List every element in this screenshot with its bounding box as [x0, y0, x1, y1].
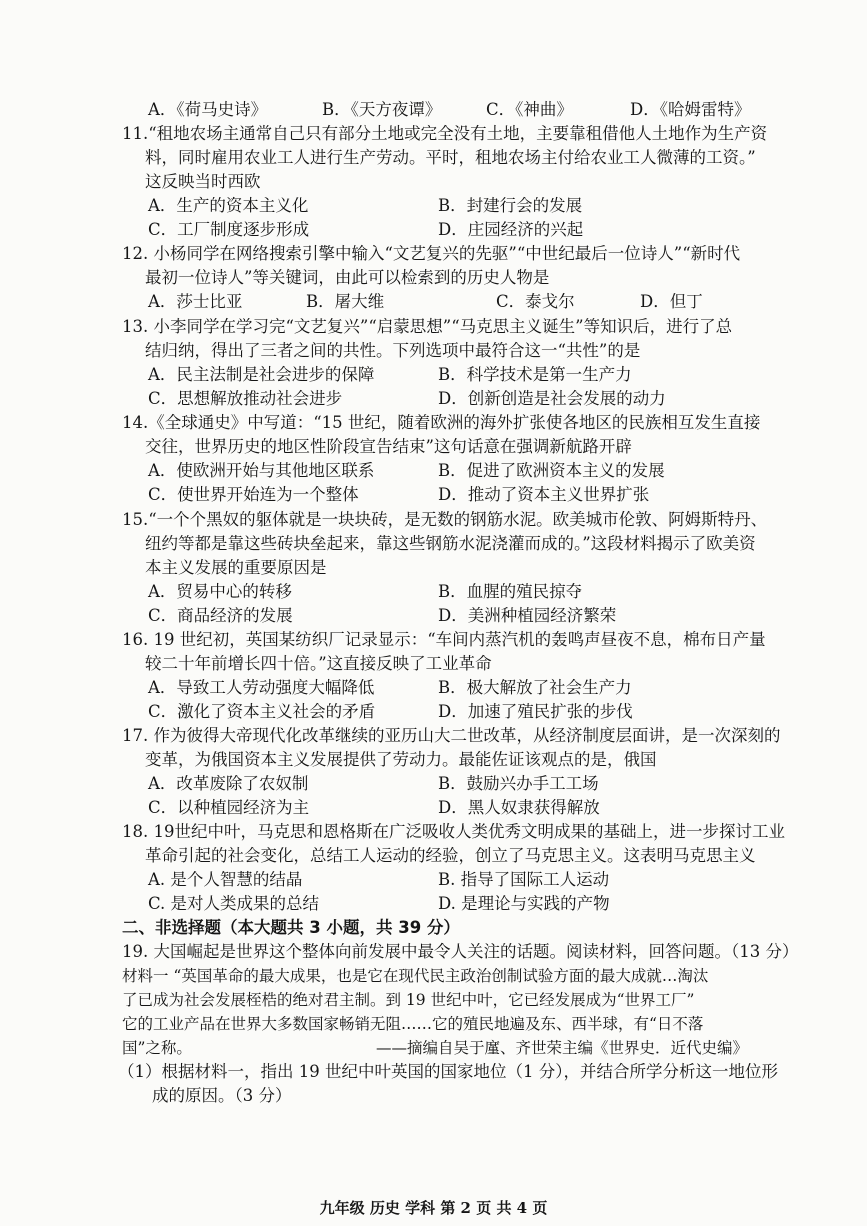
q15-stem-line: 15.“一个个黑奴的躯体就是一块块砖，是无数的钢筋水泥。欧美城市伦敦、阿姆斯特丹、	[122, 510, 768, 529]
q17-options	[0, 772, 867, 796]
option-c: C．工厂制度逐步形成	[148, 220, 310, 239]
option-b: B. 指导了国际工人运动	[438, 870, 610, 889]
option-d: D．《哈姆雷特》	[630, 100, 751, 119]
q12-stem-line: 12. 小杨同学在网络搜索引擎中输入“文艺复兴的先驱”“中世纪最后一位诗人”“新时代	[122, 244, 741, 263]
q15-stem-line: 本主义发展的重要原因是	[145, 558, 327, 577]
q14-stem-line: 14.《全球通史》中写道：“15 世纪，随着欧洲的海外扩张使各地区的民族相互发生直接	[122, 413, 761, 432]
option-c: C．《神曲》	[486, 100, 573, 119]
option-b: B．鼓励兴办手工工场	[438, 774, 599, 793]
q14-options	[0, 483, 867, 507]
q19-stem: 19. 大国崛起是世界这个整体向前发展中最令人关注的话题。阅读材料，回答问题。（13 分）	[122, 942, 799, 961]
option-a: A. 是个人智慧的结晶	[148, 870, 303, 889]
q19-material-line: 它的工业产品在世界大多数国家畅销无阻……它的殖民地遍及东、西半球，有“日不落	[122, 1015, 704, 1033]
q15-stem-line: 纽约等都是靠这些砖块垒起来，靠这些钢筋水泥浇灌而成的。”这段材料揭示了欧美资	[145, 534, 756, 553]
q18-options	[0, 892, 867, 916]
q14-options	[0, 459, 867, 483]
q17-stem-line: 17. 作为彼得大帝现代化改革继续的亚历山大二世改革，从经济制度层面讲，是一次深刻的	[122, 726, 781, 745]
option-b: B．极大解放了社会生产力	[438, 678, 632, 697]
q18-stem-line: 革命引起的社会变化，总结工人运动的经验，创立了马克思主义。这表明马克思主义	[145, 846, 756, 865]
option-c: C．激化了资本主义社会的矛盾	[148, 702, 376, 721]
option-d: D．创新创造是社会发展的动力	[438, 389, 666, 408]
q13-options	[0, 363, 867, 387]
option-a: A．导致工人劳动强度大幅降低	[148, 678, 375, 697]
q19-material-line: 材料一 “英国革命的最大成果，也是它在现代民主政治创制试验方面的最大成就…淘汰	[122, 967, 709, 985]
option-d: D．庄园经济的兴起	[438, 220, 584, 239]
option-c: C．商品经济的发展	[148, 606, 293, 625]
option-a: A．民主法制是社会进步的保障	[148, 365, 375, 384]
q15-options	[0, 604, 867, 628]
option-a: A．莎士比亚	[148, 292, 243, 311]
q18-options	[0, 868, 867, 892]
q16-options	[0, 676, 867, 700]
q19-material-line: 国”之称。 ——摘编自吴于廑、齐世荣主编《世界史．近代史编》	[0, 1036, 867, 1060]
option-a: A．贸易中心的转移	[148, 582, 292, 601]
option-d: D．推动了资本主义世界扩张	[438, 485, 650, 504]
page-footer: 九年级 历史 学科 第 2 页 共 4 页	[319, 1199, 548, 1217]
option-b: B．屠大维	[306, 292, 385, 311]
option-c: C. 是对人类成果的总结	[148, 894, 320, 913]
option-a: A．使欧洲开始与其他地区联系	[148, 461, 375, 480]
q11-stem-line: 料，同时雇用农业工人进行生产劳动。平时，租地农场主付给农业工人微薄的工资。”	[145, 148, 756, 167]
q16-options	[0, 700, 867, 724]
option-b: B．促进了欧洲资本主义的发展	[438, 461, 665, 480]
option-b: B．血腥的殖民掠夺	[438, 582, 583, 601]
option-c: C．泰戈尔	[496, 292, 575, 311]
q11-stem-line: 这反映当时西欧	[145, 172, 261, 191]
q12-stem-line: 最初一位诗人”等关键词，由此可以检索到的历史人物是	[145, 268, 550, 287]
q11-options	[0, 194, 867, 218]
q19-material-line: 了已成为社会发展桎梏的绝对君主制。到 19 世纪中叶，它已经发展成为“世界工厂”	[122, 991, 695, 1009]
q17-stem-line: 变革，为俄国资本主义发展提供了劳动力。最能佐证该观点的是，俄国	[145, 750, 657, 769]
option-a: A．改革废除了农奴制	[148, 774, 309, 793]
q19-sub-question: 成的原因。（3 分）	[152, 1086, 292, 1105]
q19-sub-question: （1）根据材料一，指出 19 世纪中叶英国的国家地位（1 分），并结合所学分析这一地位形	[118, 1062, 778, 1081]
option-a: A．生产的资本主义化	[148, 196, 309, 215]
q17-options	[0, 796, 867, 820]
section-heading: 二、非选择题（本大题共 3 小题，共 39 分）	[122, 918, 460, 937]
option-d: D．加速了殖民扩张的步伐	[438, 702, 633, 721]
option-c: C．以种植园经济为主	[148, 798, 310, 817]
option-d: D．美洲种植园经济繁荣	[438, 606, 617, 625]
q16-stem-line: 16. 19 世纪初，英国某纺织厂记录显示：“车间内蒸汽机的轰鸣声昼夜不息，棉布日产量	[122, 630, 766, 649]
option-a: A．《荷马史诗》	[148, 100, 268, 119]
option-b: B．封建行会的发展	[438, 196, 583, 215]
q16-stem-line: 较二十年前增长四十倍。”这直接反映了工业革命	[145, 654, 492, 673]
q11-options	[0, 218, 867, 242]
option-c: C．使世界开始连为一个整体	[148, 485, 359, 504]
option-c: C．思想解放推动社会进步	[148, 389, 343, 408]
option-d: D．黑人奴隶获得解放	[438, 798, 600, 817]
option-d: D．但丁	[640, 292, 703, 311]
q14-stem-line: 交往，世界历史的地区性阶段宣告结束”这句话意在强调新航路开辟	[145, 437, 632, 456]
q12-options	[0, 290, 867, 314]
option-b: B．科学技术是第一生产力	[438, 365, 632, 384]
material-source: ——摘编自吴于廑、齐世荣主编《世界史．近代史编》	[376, 1039, 749, 1057]
q13-stem-line: 结归纳，得出了三者之间的共性。下列选项中最符合这一“共性”的是	[145, 341, 641, 360]
q10-options	[0, 98, 867, 122]
option-b: B．《天方夜谭》	[322, 100, 442, 119]
q11-stem-line: 11.“租地农场主通常自己只有部分土地或完全没有土地，主要靠租借他人土地作为生产资	[122, 124, 768, 143]
q15-options	[0, 580, 867, 604]
q18-stem-line: 18. 19世纪中叶，马克思和恩格斯在广泛吸收人类优秀文明成果的基础上，进一步探讨工业	[122, 822, 785, 841]
option-d: D. 是理论与实践的产物	[438, 894, 610, 913]
q13-options	[0, 387, 867, 411]
q13-stem-line: 13. 小李同学在学习完“文艺复兴”“启蒙思想”“马克思主义诞生”等知识后，进行了总	[122, 317, 733, 336]
